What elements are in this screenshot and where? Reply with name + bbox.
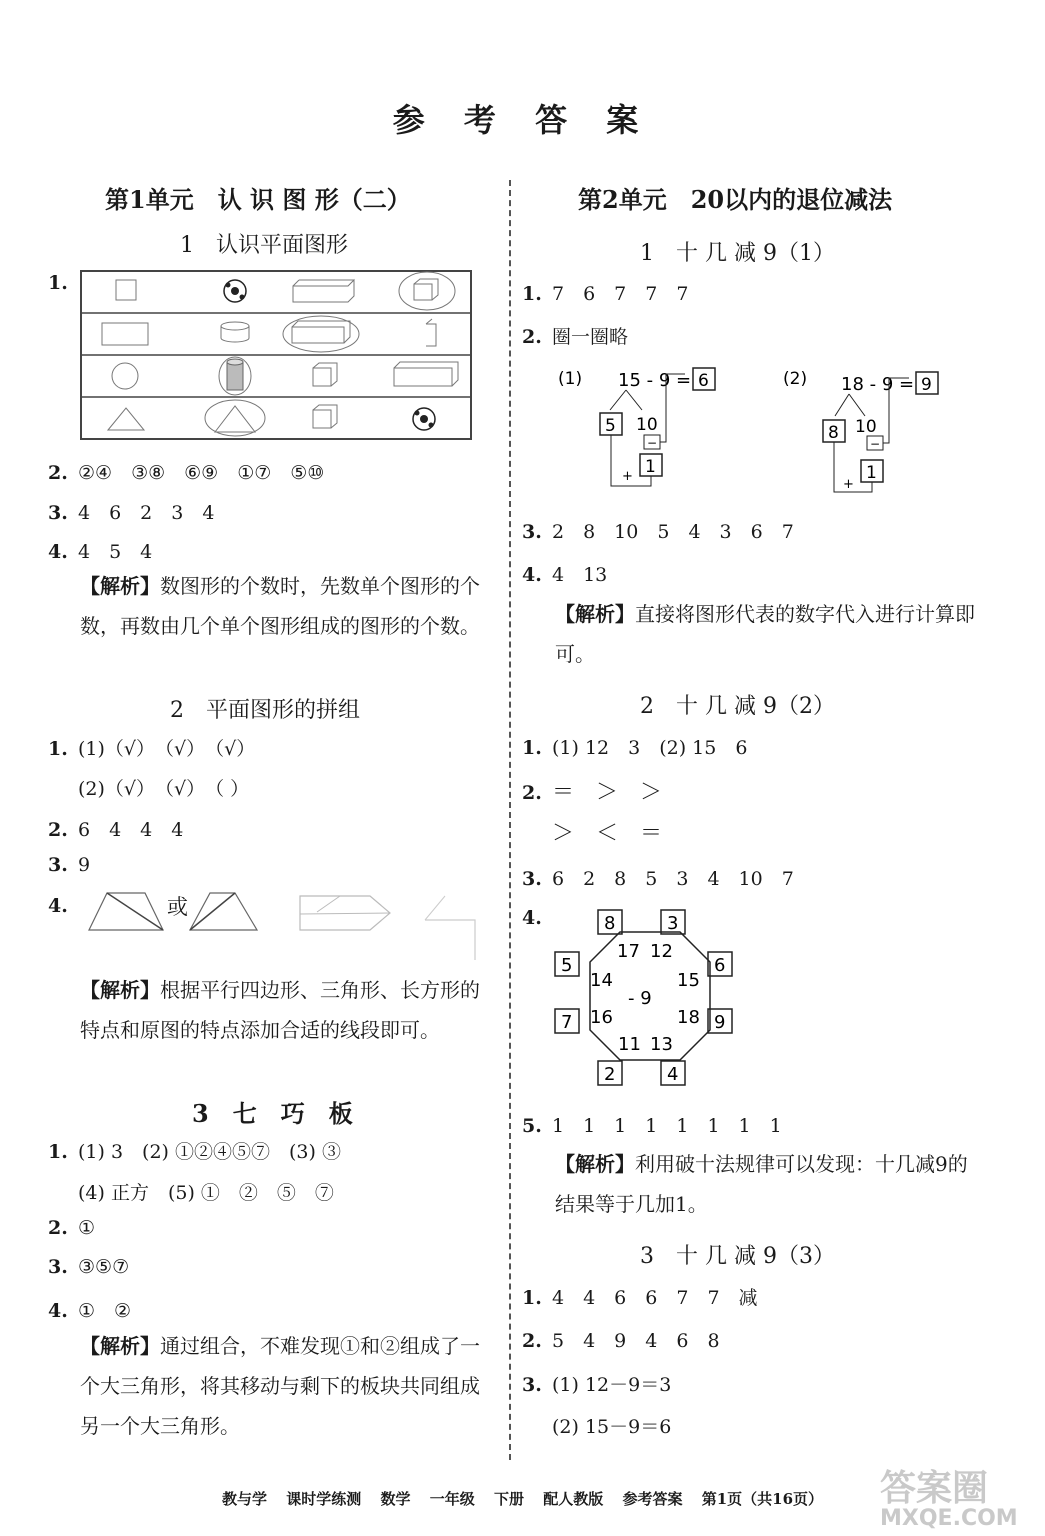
octagon-center: - 9 (628, 988, 652, 1009)
r-s2-q1: 1. (1) 12 3 (2) 15 6 (522, 737, 748, 759)
diagram-ten: 10 (636, 415, 658, 435)
r-s2-q2: 2. ＝ ＞ ＞ (522, 780, 663, 805)
octagon-answer-number: 2 (604, 1064, 616, 1085)
section-2-3-title: 3 十 几 减 9（3） (640, 1244, 835, 1269)
section-1-1-title: 1 认识平面图形 (180, 233, 348, 258)
shape-classification-grid (80, 270, 472, 440)
r-s1-q1: 1. 7 6 7 7 7 (522, 283, 689, 305)
unit-1-title: 第1单元 认 识 图 形（二） (105, 185, 411, 214)
r-s1-explanation: 【解析】直接将图形代表的数字代入进行计算即可。 (555, 602, 975, 666)
l-s2-q2: 2. 6 4 4 4 (48, 819, 184, 841)
l-s2-q1-line2: (2)（√） （√） （ ） (78, 778, 250, 800)
octagon-inner-number: 16 (590, 1007, 613, 1028)
r-s1-q2: 2. 圈一圈略 (522, 326, 629, 348)
octagon-inner-number: 17 (617, 941, 640, 962)
footer-series: 教与学 (221, 1490, 267, 1508)
diagram-expression: 15 - 9 = (618, 370, 692, 391)
octagon-answer-number: 7 (561, 1012, 573, 1033)
l-s3-q2: 2. ① (48, 1217, 96, 1239)
octagon-inner-number: 11 (618, 1034, 641, 1055)
section-2-1-title: 1 十 几 减 9（1） (640, 241, 835, 266)
octagon-subtraction-puzzle (550, 900, 750, 1095)
r-s2-explanation: 【解析】利用破十法规律可以发现：十几减9的结果等于几加1。 (555, 1152, 968, 1216)
section-1-3-title: 3 七 巧 板 (192, 1099, 353, 1128)
octagon-answer-number: 9 (714, 1012, 726, 1033)
octagon-answer-number: 8 (604, 913, 616, 934)
r-s2-q5: 5. 1 1 1 1 1 1 1 1 (522, 1115, 782, 1137)
page-title: 参 考 答 案 (392, 101, 653, 139)
diagram-ten: 10 (855, 417, 877, 437)
question-number: 4. (522, 907, 542, 929)
octagon-answer-number: 3 (667, 913, 679, 934)
l-s3-q1: 1. (1) 3 (2) ①②④⑤⑦ (3) ③ (48, 1141, 341, 1163)
diagram-split-left: 8 (828, 423, 839, 443)
footer-grade: 一年级 (429, 1490, 475, 1508)
r-s3-q3-line2: (2) 15－9＝6 (552, 1416, 672, 1438)
diagram-answer: 9 (921, 375, 932, 395)
r-s1-q3: 3. 2 8 10 5 4 3 6 7 (522, 521, 794, 543)
r-s2-q2-line2: ＞ ＜ ＝ (552, 821, 663, 846)
unit-2-title: 第2单元 20以内的退位减法 (578, 185, 893, 214)
footer-book: 课时学练测 (286, 1490, 362, 1508)
diagram-split-left: 5 (605, 416, 616, 436)
diagram-minus: − (870, 437, 881, 451)
diagram-one: 1 (645, 457, 656, 477)
diagram-label: (2) (783, 369, 808, 389)
octagon-answer-number: 4 (667, 1064, 679, 1085)
diagram-expression: 18 - 9 = (841, 374, 915, 395)
l-s1-q3: 3. 4 6 2 3 4 (48, 502, 215, 524)
diagram-plus: + (622, 469, 633, 484)
l-s1-explanation: 【解析】数图形的个数时，先数单个图形的个数，再数由几个单个图形组成的图形的个数。 (80, 574, 480, 638)
section-2-2-title: 2 十 几 减 9（2） (640, 694, 835, 719)
diagram-plus: + (843, 477, 854, 492)
r-s1-q4: 4. 4 13 (522, 564, 608, 586)
l-s3-explanation: 【解析】通过组合，不难发现①和②组成了一个大三角形，将其移动与剩下的板块共同组成另一个大三角形。 (80, 1334, 480, 1438)
watermark-logo: 答案圈 (880, 1468, 989, 1509)
l-s1-q4: 4. 4 5 4 (48, 541, 153, 563)
octagon-answer-number: 6 (714, 955, 726, 976)
footer-volume: 下册 (493, 1490, 524, 1508)
l-s3-q4: 4. ① ② (48, 1300, 132, 1322)
shape-splitting-figures (85, 888, 485, 963)
question-number: 1. (48, 272, 68, 294)
l-s3-q3: 3. ③⑤⑦ (48, 1256, 130, 1278)
decomposition-diagram-2 (775, 360, 1005, 495)
l-s2-explanation: 【解析】根据平行四边形、三角形、长方形的特点和原图的特点添加合适的线段即可。 (80, 978, 480, 1042)
r-s3-q2: 2. 5 4 9 4 6 8 (522, 1330, 720, 1352)
l-s2-q3: 3. 9 (48, 854, 91, 876)
or-label: 或 (167, 895, 188, 919)
octagon-inner-number: 18 (677, 1007, 700, 1028)
diagram-answer: 6 (698, 371, 709, 391)
r-s3-q1: 1. 4 4 6 6 7 7 减 (522, 1287, 758, 1309)
r-s3-q3: 3. (1) 12－9＝3 (522, 1374, 672, 1396)
octagon-inner-number: 12 (650, 941, 673, 962)
l-s1-q2: 2. ②④ ③⑧ ⑥⑨ ①⑦ ⑤⑩ (48, 462, 325, 484)
octagon-inner-number: 14 (590, 970, 613, 991)
diagram-label: (1) (558, 369, 583, 389)
footer-section: 参考答案 (622, 1490, 683, 1508)
octagon-answer-number: 5 (561, 955, 573, 976)
column-divider (509, 180, 511, 1460)
octagon-inner-number: 15 (677, 970, 700, 991)
section-1-2-title: 2 平面图形的拼组 (170, 698, 360, 723)
diagram-minus: − (647, 436, 658, 450)
decomposition-diagram-1 (550, 360, 780, 495)
question-number: 4. (48, 895, 68, 917)
diagram-one: 1 (866, 463, 877, 483)
watermark-url: MXQE.COM (880, 1506, 1018, 1531)
r-s2-q3: 3. 6 2 8 5 3 4 10 7 (522, 868, 794, 890)
footer-edition: 配人教版 (543, 1490, 604, 1508)
octagon-inner-number: 13 (650, 1034, 673, 1055)
l-s2-q1: 1. (1)（√） （√） （√） (48, 738, 256, 760)
footer-page-number: 第1页（共16页） (701, 1490, 824, 1508)
l-s3-q1-line2: (4) 正方 (5) ① ② ⑤ ⑦ (78, 1182, 334, 1204)
footer-subject: 数学 (380, 1490, 411, 1508)
